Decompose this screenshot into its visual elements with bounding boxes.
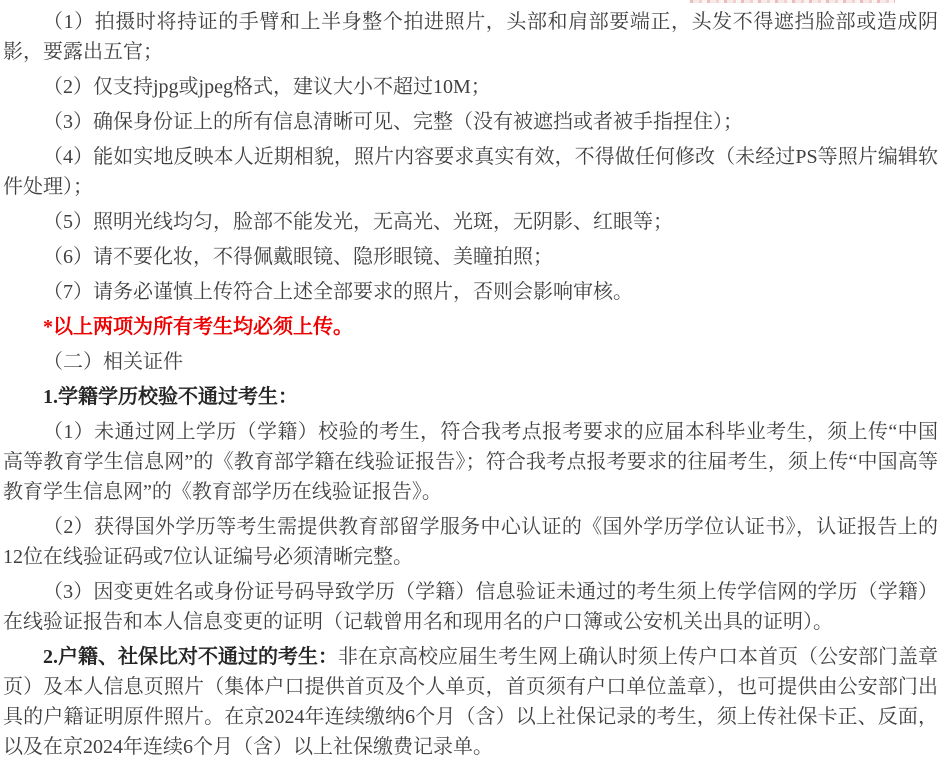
xueji-item-1: （1）未通过网上学历（学籍）校验的考生，符合我考点报考要求的应届本科毕业考生，须上传“中国高等教育学生信息网”的《教育部学籍在线验证报告》；符合我考点报考要求的往届考生，须上传“中国高等教育学生信息网”的《教育部学历在线验证报告》。 (3, 421, 938, 503)
photo-requirement-item-3: （3）确保身份证上的所有信息清晰可见、完整（没有被遮挡或者被手指捏住）； (43, 111, 743, 133)
section-heading-related-documents: （二）相关证件 (43, 351, 183, 373)
subsection-heading-hukou-shebao: 2.户籍、社保比对不通过的考生： (43, 646, 338, 668)
photo-requirement-item-1: （1）拍摄时将持证的手臂和上半身整个拍进照片，头部和肩部要端正，头发不得遮挡脸部或造成阴影，要露出五官； (3, 11, 938, 63)
photo-requirement-item-5: （5）照明光线均匀，脸部不能发光，无高光、光斑，无阴影、红眼等； (43, 211, 673, 233)
photo-requirement-item-6: （6）请不要化妆，不得佩戴眼镜、隐形眼镜、美瞳拍照； (43, 246, 553, 268)
photo-requirement-item-2: （2）仅支持jpg或jpeg格式，建议大小不超过10M； (43, 76, 491, 98)
hukou-shebao-body: 非在京高校应届生考生网上确认时须上传户口本首页（公安部门盖章页）及本人信息页照片（集体户口提供首页及个人单页，首页须有户口单位盖章），也可提供由公安部门出具的户籍证明原件照片。在京2024年连续缴纳6个月（含）以上社保记录的考生，须上传社保卡正、反面，以及在京2024年连续6个月（含）以上社保缴费记录单。 (3, 646, 938, 758)
xueji-item-3: （3）因变更姓名或身份证号码导致学历（学籍）信息验证未通过的考生须上传学信网的学历（学籍）在线验证报告和本人信息变更的证明（记载曾用名和现用名的户口簿或公安机关出具的证明）。 (3, 581, 938, 633)
mandatory-upload-note: *以上两项为所有考生均必须上传。 (43, 316, 353, 338)
hukou-shebao-paragraph (3, 642, 938, 762)
photo-requirement-item-4: （4）能如实地反映本人近期相貌，照片内容要求真实有效，不得做任何修改（未经过PS等照片编辑软件处理）； (3, 146, 938, 198)
xueji-item-2: （2）获得国外学历等考生需提供教育部留学服务中心认证的《国外学历学位认证书》，认证报告上的12位在线验证码或7位认证编号必须清晰完整。 (3, 516, 938, 568)
subsection-heading-xueji-xueli: 1.学籍学历校验不通过考生： (43, 386, 298, 408)
photo-requirement-item-7: （7）请务必谨慎上传符合上述全部要求的照片，否则会影响审核。 (43, 281, 633, 303)
clipped-red-text-fragment (690, 0, 895, 3)
